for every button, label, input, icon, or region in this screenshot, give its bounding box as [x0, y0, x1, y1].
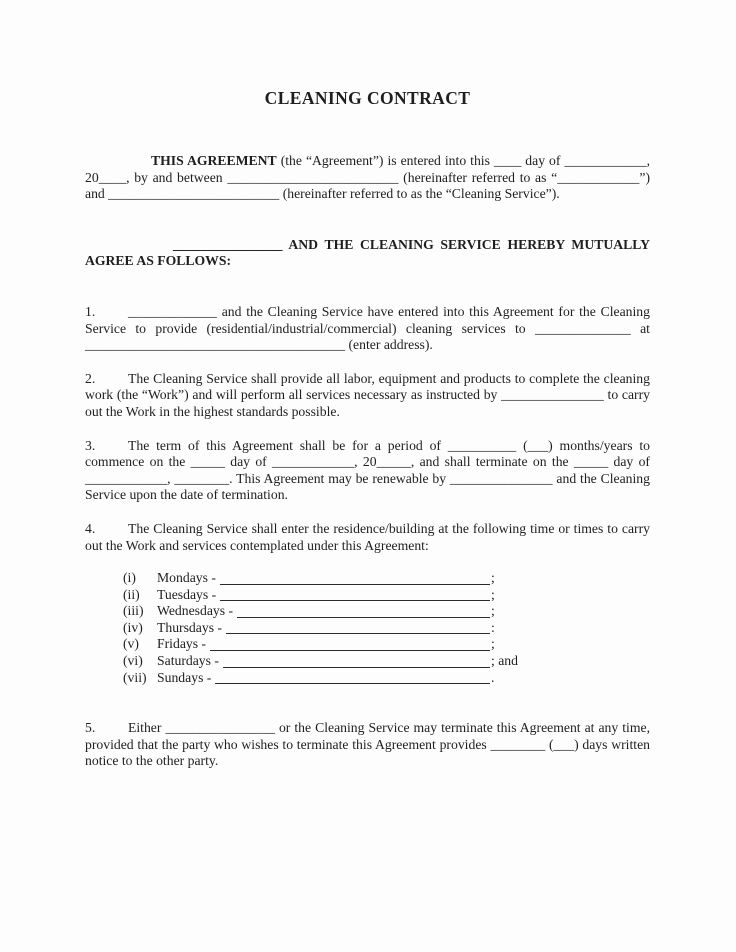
mutual-agreement-heading: ________________ AND THE CLEANING SERVICE HEREBY MUTUALLY AGREE AS FOLLOWS: — [85, 236, 650, 269]
clause-5-text: Either ________________ or the Cleaning Service may terminate this Agreement at any time, provided that the party who wishes to terminate this Agreement provides ________ (___) days written notice to the other party. — [85, 720, 650, 769]
clause-5-number: 5. — [85, 720, 96, 736]
schedule-row-saturdays — [85, 653, 650, 670]
blank-line — [220, 587, 490, 602]
schedule-day-label: Saturdays - — [157, 653, 219, 669]
blank-line — [226, 620, 490, 635]
schedule-roman: (ii) — [123, 586, 140, 602]
clause-2-text: The Cleaning Service shall provide all labor, equipment and products to complete the cleaning work (the “Work”) and will perform all services necessary as instructed by _______________ to carry out the Work in the highest standards possible. — [85, 370, 650, 419]
blank-line — [220, 570, 490, 585]
clause-4 — [85, 521, 650, 554]
schedule-suffix: ; — [491, 586, 495, 602]
intro-paragraph — [85, 153, 650, 203]
schedule-suffix: ; and — [491, 653, 518, 669]
clause-1 — [85, 304, 650, 354]
schedule-roman: (v) — [123, 636, 139, 652]
clause-4-text: The Cleaning Service shall enter the residence/building at the following time or times to carry out the Work and services contemplated under this Agreement: — [85, 520, 650, 553]
schedule-roman: (iii) — [123, 603, 144, 619]
schedule-row-tuesdays — [85, 587, 650, 604]
schedule-day-label: Mondays - — [157, 570, 216, 586]
cleaning-schedule-list — [85, 570, 650, 686]
clause-3-number: 3. — [85, 437, 96, 453]
schedule-suffix: ; — [491, 570, 495, 586]
schedule-day-label: Wednesdays - — [157, 603, 234, 619]
clause-4-number: 4. — [85, 520, 96, 536]
schedule-suffix: : — [491, 619, 495, 635]
intro-rest: (the “Agreement”) is entered into this ____ day of ____________, 20____, by and between _________________________ (hereinafter referred to as “____________”) and _________________________ (hereinafter referred to as the “Cleaning Service”). — [85, 153, 650, 202]
schedule-roman: (i) — [123, 570, 136, 586]
schedule-row-sundays — [85, 670, 650, 687]
clause-5 — [85, 720, 650, 770]
schedule-roman: (vii) — [123, 669, 147, 685]
schedule-roman: (iv) — [123, 619, 143, 635]
clause-2-number: 2. — [85, 370, 96, 386]
schedule-row-fridays — [85, 636, 650, 653]
schedule-suffix: ; — [491, 603, 495, 619]
clause-3-text: The term of this Agreement shall be for a period of __________ (___) months/years to commence on the _____ day of ____________, 20_____, and shall terminate on the _____ day of ____________, ________. This Agreement may be renewable by _______________ and the Cleaning Service upon the date of termination. — [85, 437, 650, 503]
clause-2 — [85, 371, 650, 421]
schedule-row-mondays — [85, 570, 650, 587]
clause-1-text: _____________ and the Cleaning Service have entered into this Agreement for the Cleaning Service to provide (residential/industrial/commercial) cleaning services to ______________ at ______________________________________ (enter address). — [85, 303, 650, 353]
schedule-roman: (vi) — [123, 653, 143, 669]
clause-3 — [85, 438, 650, 504]
schedule-day-label: Sundays - — [157, 669, 212, 685]
schedule-day-label: Thursdays - — [157, 619, 223, 635]
schedule-suffix: ; — [491, 636, 495, 652]
clause-1-number: 1. — [85, 303, 96, 319]
schedule-suffix: . — [491, 669, 495, 685]
blank-line — [215, 670, 490, 685]
document-title: CLEANING CONTRACT — [264, 88, 471, 108]
blank-line — [223, 653, 490, 668]
schedule-row-wednesdays — [85, 603, 650, 620]
schedule-day-label: Tuesdays - — [157, 586, 217, 602]
blank-line — [210, 636, 490, 651]
blank-line — [237, 603, 490, 618]
intro-lead-bold: THIS AGREEMENT — [151, 153, 277, 168]
schedule-day-label: Fridays - — [157, 636, 207, 652]
schedule-row-thursdays — [85, 620, 650, 637]
